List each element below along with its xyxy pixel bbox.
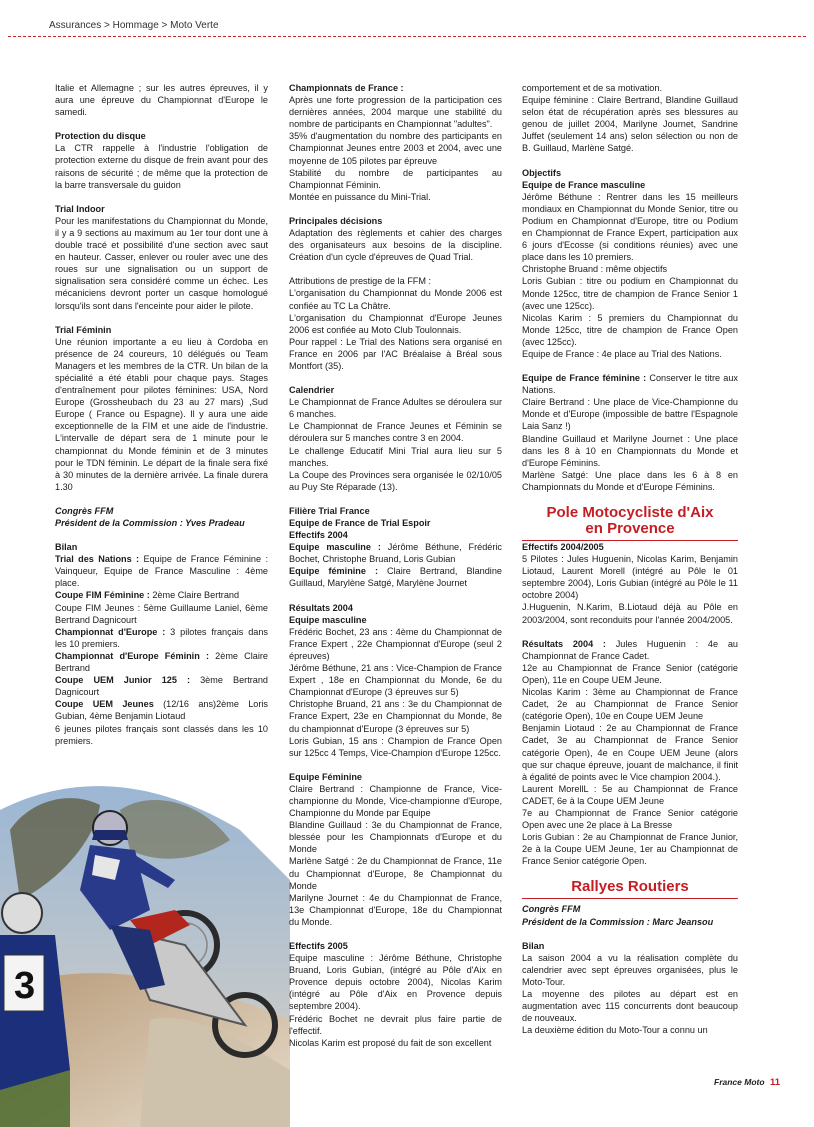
feminin-section xyxy=(55,324,268,493)
pole-effectifs-section: Effectifs 2004/2005 5 Pilotes : Jules Huguenin, Nicolas Karim, Benjamin Liotaud, Laurent Morell (intégré au Pôle le 01 septembre 2004), Loris Gubian (intégré au Pôle le 11 octobre 2004) J.Huguenin, N.Karim, B.Liotaud déjà au Pôle en 2003/2004, sont reconduits pour l'année 2004/2005. xyxy=(522,542,738,625)
congres-heading: Congrès FFM xyxy=(55,505,114,516)
resultats-2004-section: Résultats 2004 Equipe masculine Frédéric Bochet, 23 ans : 4ème du Championnat de France Expert , 22e Championnat d'Europe (seul 2 épreuves) Jérôme Béthune, 21 ans : Vice-Champion de France Expert , 18e en Championnat du Monde, 6e du Championnat d'Europe (3 épreuves sur 5) Christophe Bruand, 21 ans : 3e du Championnat de France Expert, 23e en Championnat du Monde, 8e du championnat d'Europe (3 épreuves sur 5) Loris Gubian, 15 ans : Champion de France Open sur 125cc 4 Temps, Vice-Champion d'Europe 125cc. xyxy=(289,602,502,758)
column-1 xyxy=(55,82,268,782)
indoor-text: Pour les manifestations du Championnat du Monde, il y a 9 sections au maximum au 1er tour dont une à double tracé et possibilité d'une section avec saut en hauteur. Casser, enlever ou rouler avec une des roues sur une signalisation ou un support de signalisation sera considéré comme un échec. Les mécaniciens devront porter un casque homologué lorsqu'ils sont dans l'enceinte pour aider le pilote. xyxy=(55,215,268,311)
cdf-heading: Championnats de France : xyxy=(289,83,404,93)
calendrier-heading: Calendrier xyxy=(289,385,335,396)
bilan-item: Coupe UEM Junior 125 : 3ème Bertrand Dagnicourt xyxy=(55,675,268,698)
magazine-name: France Moto xyxy=(714,1077,765,1087)
trial-rider-photo xyxy=(0,770,290,1127)
decisions-heading: Principales décisions xyxy=(289,215,383,226)
continuation-section: comportement et de sa motivation. Equipe féminine : Claire Bertrand, Blandine Guillaud selon état de récupération après ses blessures au genou de juillet 2004, Marilyne Journet, Sandrine Juffet (seulement 14 ans) selon sélection ou non de B. Guillaud, Marlène Satgé. xyxy=(522,83,738,154)
calendrier-section: Calendrier Le Championnat de France Adultes se déroulera sur 6 manches. Le Championnat de France Jeunes et Féminin se déroulera sur 5 manches contre 3 en 2004. Le challenge Educatif Mini Trial aura lieu sur 5 manches. La Coupe des Provinces sera organisée le 02/10/05 au Puy Ste Réparade (13). xyxy=(289,385,502,492)
bilan-item: Coupe FIM Féminine : 2ème Claire Bertrand xyxy=(55,590,240,601)
cdf-section: Championnats de France : Après une forte progression de la participation ces dernières années, 2004 marque une stabilité du nombre de participants en Championnat "adultes". 35% d'augmentation du nombre des participants en Championnat Jeunes entre 2003 et 2004, avec une moyenne de 105 pilotes par épreuve Stabilité du nombre de participantes au Championnat Féminin. Montée en puissance du Mini-Trial. xyxy=(289,83,502,202)
bilan-item: Championnat d'Europe : 3 pilotes français dans les 10 premiers. xyxy=(55,626,268,649)
congres-section xyxy=(55,505,268,529)
bilan-item: Trial des Nations : Equipe de France Féminine : Vainqueur, Equipe de France Masculine : 4ème place. xyxy=(55,554,268,589)
decisions-section: Principales décisions Adaptation des règlements et cahier des charges des organisateurs aux besoins de la discipline. Création d'un cycle d'épreuves de Quad Trial. xyxy=(289,215,502,263)
congres-president: Président de la Commission : Yves Pradeau xyxy=(55,518,245,528)
bilan-item: Coupe FIM Jeunes : 5ème Guillaume Laniel, 6ème Bertrand Dagnicourt xyxy=(55,602,268,625)
effectifs-2005-section: Effectifs 2005 Equipe masculine : Jérôme Béthune, Christophe Bruand, Loris Gubian, (intégré au Pôle d'Aix en Provence depuis octobre 2004), Nicolas Karim (intégré au Pôle d'Aix en Provence depuis septembre 2004). Frédéric Bochet ne devrait plus faire partie de l'effectif. Nicolas Karim est proposé du fait de son excellent xyxy=(289,941,502,1048)
intro-paragraph: Italie et Allemagne ; sur les autres épreuves, il y aura une épreuve du Championnat d'Europe le samedi. xyxy=(55,83,268,118)
disque-heading: Protection du disque xyxy=(55,131,146,142)
filiere-heading: Filière Trial France xyxy=(289,505,370,516)
indoor-section xyxy=(55,203,268,312)
feminin-text: Une réunion importante a eu lieu à Cordoba en présence de 24 coureurs, 10 délégués ou Team Managers et les membres de la CTR. Un bilan de la spécialité a été établi pour chaque pays. Stages d'entraînement pour pilotes féminines: USA, Nord Europe (Grossheubach du 23 au 27 mars) ,Sud Europe ( France ou Espagne). Il y aura une aide exceptionnelle de la FIM et une aide de l'industrie. L'intervalle de départ sera de 1 minute pour le championnat du Monde féminin et de 3 minutes pour le TDN féminin. Le départ de la finale sera fixé à 30 minutes de la dernière arrivée. La finale durera 1.30 xyxy=(55,336,268,492)
filiere-section: Filière Trial France Equipe de France de Trial Espoir Effectifs 2004 Equipe masculine : Jérôme Béthune, Frédéric Bochet, Christophe Bruand, Loris Gubian Equipe féminine : Claire Bertrand, Blandine Guillaud, Marylène Satgé, Marylène Journet xyxy=(289,505,502,589)
rallyes-bilan-section: Bilan La saison 2004 a vu la réalisation complète du calendrier avec sept épreuves organisées, plus le Moto-Tour. La moyenne des pilotes au départ est en augmentation avec 115 concurrents dont beaucoup de nouveaux. La deuxième édition du Moto-Tour a connu un xyxy=(522,940,738,1036)
header-divider xyxy=(8,36,806,37)
pole-resultats-section: Résultats 2004 : Jules Huguenin : 4e au Championnat de France Cadet. 12e au Championnat de France Senior (catégorie Open), 11e en Coupe UEM Jeune. Nicolas Karim : 3ème au Championnat de France Cadet, 2e au Championnat de France Senior (catégorie Open), 10e en Coupe UEM Jeune Benjamin Liotaud : 2e au Championnat de France Cadet, 3e au Championnat de France Senior catégorie Open), 4e en Coupe UEM Jeune (alors que sur chaque épreuve, jouant de malchance, il finit à égalité de points avec le Vice champion 2004.). Laurent MorellL : 5e au Championnat de France CADET, 6e à la Coupe UEM Jeune 7e au Championnat de France Senior catégorie Open avec une 2e place à La Bresse Loris Gubian : 2e au Championnat de France Junior, 2e à la Coupe UEM Jeune, 1er au Championnat de France Senior catégorie Open. xyxy=(522,638,738,867)
page-number: 11 xyxy=(770,1077,781,1088)
rallyes-congres-section: Congrès FFM Président de la Commission : Marc Jeansou xyxy=(522,904,714,927)
indoor-heading: Trial Indoor xyxy=(55,203,105,214)
pole-title: Pole Motocycliste d'Aix en Provence xyxy=(522,505,738,541)
column-3 xyxy=(522,82,738,1097)
objectifs-heading: Objectifs xyxy=(522,167,562,178)
rallyes-title: Rallyes Routiers xyxy=(522,879,738,899)
breadcrumb: Assurances > Hommage > Moto Verte xyxy=(49,20,219,31)
bilan-item: 6 jeunes pilotes français sont classés dans les 10 premiers. xyxy=(55,723,268,746)
page-header xyxy=(0,0,814,40)
bilan-heading: Bilan xyxy=(55,542,78,553)
resultats-heading: Résultats 2004 xyxy=(289,602,353,613)
bilan-section xyxy=(55,541,268,747)
disque-section xyxy=(55,130,268,190)
objectifs-section: Objectifs Equipe de France masculine Jérôme Béthune : Rentrer dans les 15 meilleurs mondiaux en Championnat du Monde Senior, titre ou Podium en Championnat d'Europe, titre ou Podium en Championnat de France Expert, participation aux 6 jours d'Ecosse (si conditions réunies) avec une place dans les 10 premiers. Christophe Bruand : même objectifs Loris Gubian : titre ou podium en Championnat du Monde 125cc, titre de champion de France Senior 1 (avec une 125cc). Nicolas Karim : 5 premiers du Championnat du Monde 125cc, titre de champion de France Open (avec 125cc). Equipe de France : 4e place au Trial des Nations. xyxy=(522,167,738,359)
feminin-heading: Trial Féminin xyxy=(55,324,112,335)
objectifs-feminins-section: Equipe de France féminine : Conserver le titre aux Nations. Claire Bertrand : Une place de Vice-Championne du Monde et d'Europe (impossible de battre l'Espagnole Laia Sanz !) Blandine Guillaud et Marilyne Journet : Une place dans les 8 à 10 en Championnats du Monde et d'Europe Féminins. Marlène Satgé: Une place dans les 6 à 8 en Championnats du Monde et d'Europe Féminins. xyxy=(522,373,738,492)
equipe-feminine-section: Equipe Féminine Claire Bertrand : Championne de France, Vice-championne du Monde, Vice-championne d'Europe, Championne du Monde par Equipe Blandine Guillaud : 3e du Championnat de France, blessée pour les Championnats d'Europe et du Monde Marlène Satgé : 2e du Championnat de France, 11e du Championnat d'Europe, 8e Championnat du Monde Marilyne Journet : 4e du Championnat de France, 13e Championnat d'Europe, 18e du Championnat du Monde. xyxy=(289,771,502,927)
bib-number: 3 xyxy=(14,965,36,1007)
disque-text: La CTR rappelle à l'industrie l'obligation de protection externe du disque de frein avant pour des raisons de sécurité ; de même que la protection de la barre transversale du guidon xyxy=(55,143,268,190)
bilan-item: Championnat d'Europe Féminin : 2ème Claire Bertrand xyxy=(55,650,268,674)
page-footer xyxy=(714,1077,780,1088)
column-2 xyxy=(289,82,502,1097)
attributions-section: Attributions de prestige de la FFM : L'organisation du Championnat du Monde 2006 est confiée au TC La Châtre. L'organisation du Championnat d'Europe Jeunes 2006 est confiée au Moto Club Toulonnais. Pour rappel : Le Trial des Nations sera organisé en France en 2006 par l'AC Bréalaise à Bréal sous Montfort (35). xyxy=(289,276,502,371)
bilan-item: Coupe UEM Jeunes (12/16 ans)2ème Loris Gubian, 4ème Benjamin Liotaud xyxy=(55,699,268,722)
